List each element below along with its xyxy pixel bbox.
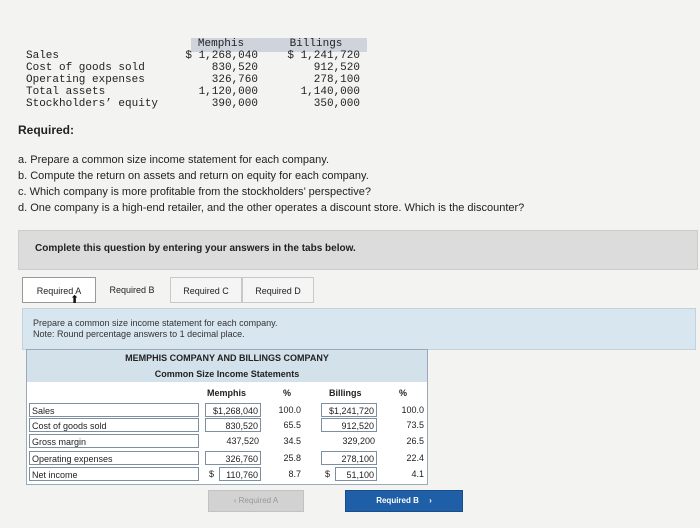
billings-value: $ 1,241,720: [287, 50, 360, 62]
instruction-banner: [18, 230, 698, 270]
billings-gross-margin[interactable]: 329,200: [342, 436, 375, 446]
billings-opex-pct[interactable]: 22.4: [406, 453, 424, 463]
common-size-statement: [26, 349, 428, 485]
memphis-gross-margin[interactable]: 437,520: [226, 436, 259, 446]
header-pct-memphis: %: [283, 388, 292, 398]
memphis-gross-margin-pct[interactable]: 34.5: [283, 436, 301, 446]
memphis-value: 830,520: [211, 62, 258, 74]
next-label: Required B: [376, 496, 419, 505]
row-label: Cost of goods sold: [26, 62, 145, 74]
statement-title: MEMPHIS COMPANY AND BILLINGS COMPANY: [27, 350, 427, 366]
row-label-net-income: Net income: [29, 467, 199, 481]
row-label: Stockholders’ equity: [26, 98, 159, 110]
tab-required-b[interactable]: Required B: [109, 285, 155, 295]
tab-required-d[interactable]: Required D: [242, 277, 314, 303]
required-list: [18, 152, 524, 216]
row-label-operating-expenses: Operating expenses: [29, 451, 199, 465]
next-tab-button[interactable]: [345, 490, 463, 512]
memphis-sales-input[interactable]: $1,268,040: [205, 403, 261, 417]
instruction-line-1: Prepare a common size income statement for each company.: [33, 318, 278, 328]
row-label: Sales: [26, 50, 60, 62]
memphis-cogs-pct[interactable]: 65.5: [283, 420, 301, 430]
prev-tab-button[interactable]: [208, 490, 304, 512]
required-item-c: c. Which company is more profitable from the stockholders’ perspective?: [18, 186, 371, 198]
billings-sales-pct[interactable]: 100.0: [401, 405, 424, 415]
tab-required-c[interactable]: Required C: [170, 277, 242, 303]
instruction-line-2: Note: Round percentage answers to 1 decimal place.: [33, 329, 245, 339]
mouse-cursor-icon: ⬆: [70, 294, 80, 306]
data-row: [26, 98, 366, 111]
row-label-sales: Sales: [29, 403, 199, 417]
memphis-net-income-input[interactable]: 110,760: [219, 467, 261, 481]
billings-net-income-pct[interactable]: 4.1: [411, 469, 424, 479]
banner-text: Complete this question by entering your answers in the tabs below.: [35, 243, 356, 254]
chevron-left-icon: ‹: [233, 496, 237, 505]
header-billings: Billings: [329, 388, 362, 398]
billings-net-income-input[interactable]: 51,100: [335, 467, 377, 481]
memphis-opex-pct[interactable]: 25.8: [283, 453, 301, 463]
memphis-sales-pct[interactable]: 100.0: [278, 405, 301, 415]
memphis-value: 326,760: [211, 74, 258, 86]
memphis-net-income-pct[interactable]: 8.7: [288, 469, 301, 479]
billings-cogs-input[interactable]: 912,520: [321, 418, 377, 432]
billings-value: 350,000: [313, 98, 360, 110]
dollar-sign: $: [209, 469, 215, 479]
billings-value: 912,520: [313, 62, 360, 74]
required-item-a: a. Prepare a common size income statement for each company.: [18, 154, 329, 166]
header-memphis: Memphis: [207, 388, 247, 398]
required-title: Required:: [18, 123, 75, 137]
billings-opex-input[interactable]: 278,100: [321, 451, 377, 465]
required-item-d: d. One company is a high-end retailer, and the other operates a discount store. Which is the discounter?: [18, 202, 525, 214]
memphis-opex-input[interactable]: 326,760: [205, 451, 261, 465]
col-memphis-header: Memphis: [197, 38, 245, 50]
row-label-gross-margin: Gross margin: [29, 434, 199, 448]
header-pct-billings: %: [399, 388, 408, 398]
statement-subtitle: Common Size Income Statements: [27, 366, 427, 382]
billings-value: 1,140,000: [300, 86, 360, 98]
memphis-value: 1,120,000: [198, 86, 258, 98]
chevron-right-icon: ›: [429, 496, 432, 505]
required-item-b: b. Compute the return on assets and return on equity for each company.: [18, 170, 369, 182]
billings-gross-margin-pct[interactable]: 26.5: [406, 436, 424, 446]
prev-label: Required A: [238, 496, 279, 505]
memphis-cogs-input[interactable]: 830,520: [205, 418, 261, 432]
dollar-sign: $: [325, 469, 331, 479]
billings-cogs-pct[interactable]: 73.5: [406, 420, 424, 430]
row-label: Operating expenses: [26, 74, 145, 86]
row-label: Total assets: [26, 86, 106, 98]
memphis-value: $ 1,268,040: [185, 50, 258, 62]
col-billings-header: Billings: [289, 38, 343, 50]
memphis-value: 390,000: [211, 98, 258, 110]
billings-sales-input[interactable]: $1,241,720: [321, 403, 377, 417]
tab-required-a[interactable]: Required A: [22, 277, 96, 303]
billings-value: 278,100: [313, 74, 360, 86]
tab-instructions: [22, 308, 696, 350]
row-label-cogs: Cost of goods sold: [29, 418, 199, 432]
